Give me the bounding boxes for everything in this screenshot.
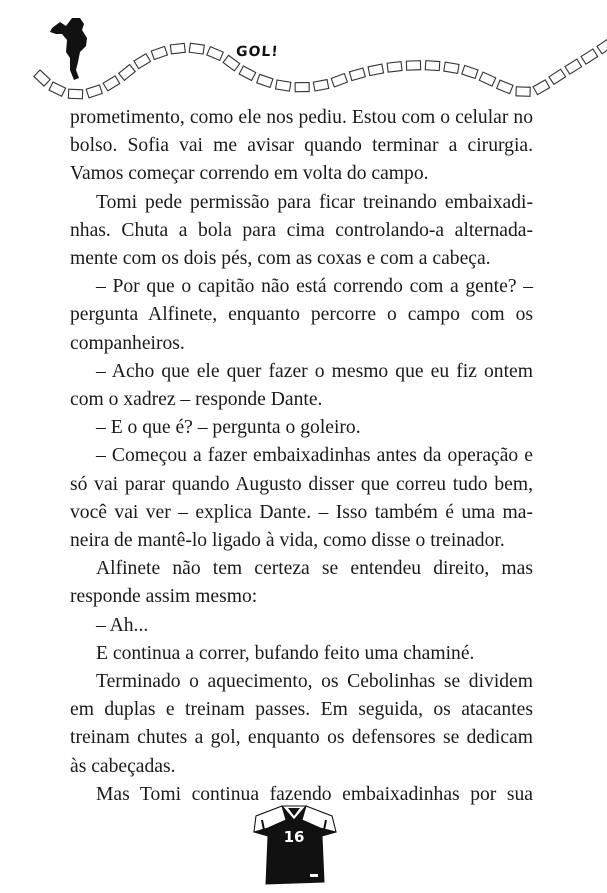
- paragraph: – Por que o capitão não está correndo com a gente? – pergunta Alfinete, enquanto percorre o campo com os companheiros.: [70, 276, 533, 354]
- wavy-tile-path-icon: [0, 0, 607, 105]
- paragraph: – Acho que ele quer fazer o mesmo que eu fiz ontem com o xadrez – responde Dante.: [70, 360, 533, 411]
- paragraph: prometimento, como ele nos pediu. Estou com o celular no bolso. Sofia vai me avisar quando terminar a cirurgia. Vamos começar correndo em volta do campo.: [70, 107, 533, 185]
- paragraph: E continua a correr, bufando feito uma chaminé.: [96, 642, 475, 664]
- paragraph: Alfinete não tem certeza se entendeu direito, mas responde assim mesmo:: [70, 558, 533, 608]
- page-number-badge: [252, 798, 352, 888]
- paragraph: – E o que é? – pergunta o goleiro.: [96, 417, 361, 439]
- running-boy-silhouette-icon: [50, 18, 87, 80]
- running-header-title: GOL!: [235, 44, 280, 60]
- paragraph: Mas Tomi continua fazendo embaixadinhas por sua: [96, 783, 533, 805]
- body-text: [70, 104, 533, 809]
- paragraph: – Começou a fazer embaixadinhas antes da operação e só vai parar quando Augusto disser que correu tudo bem, você vai ver – explica Dante. – Isso também é uma maneira de mantê-lo ligado à vida, como disse o treinador.: [70, 445, 533, 552]
- paragraph: Terminado o aquecimento, os Cebolinhas se dividem em duplas e treinam passes. Em seguida, os atacantes treinam chutes a gol, enquanto os defensores se dedicam às cabeçadas.: [70, 671, 533, 777]
- paragraph: – Ah...: [96, 614, 149, 636]
- page-number: 16: [283, 828, 305, 846]
- paragraph: Tomi pede permissão para ficar treinando embaixadinhas. Chuta a bola para cima controlando-a alternadamente com os dois pés, com as coxas e com a cabeça.: [70, 191, 533, 270]
- running-header: [0, 0, 607, 105]
